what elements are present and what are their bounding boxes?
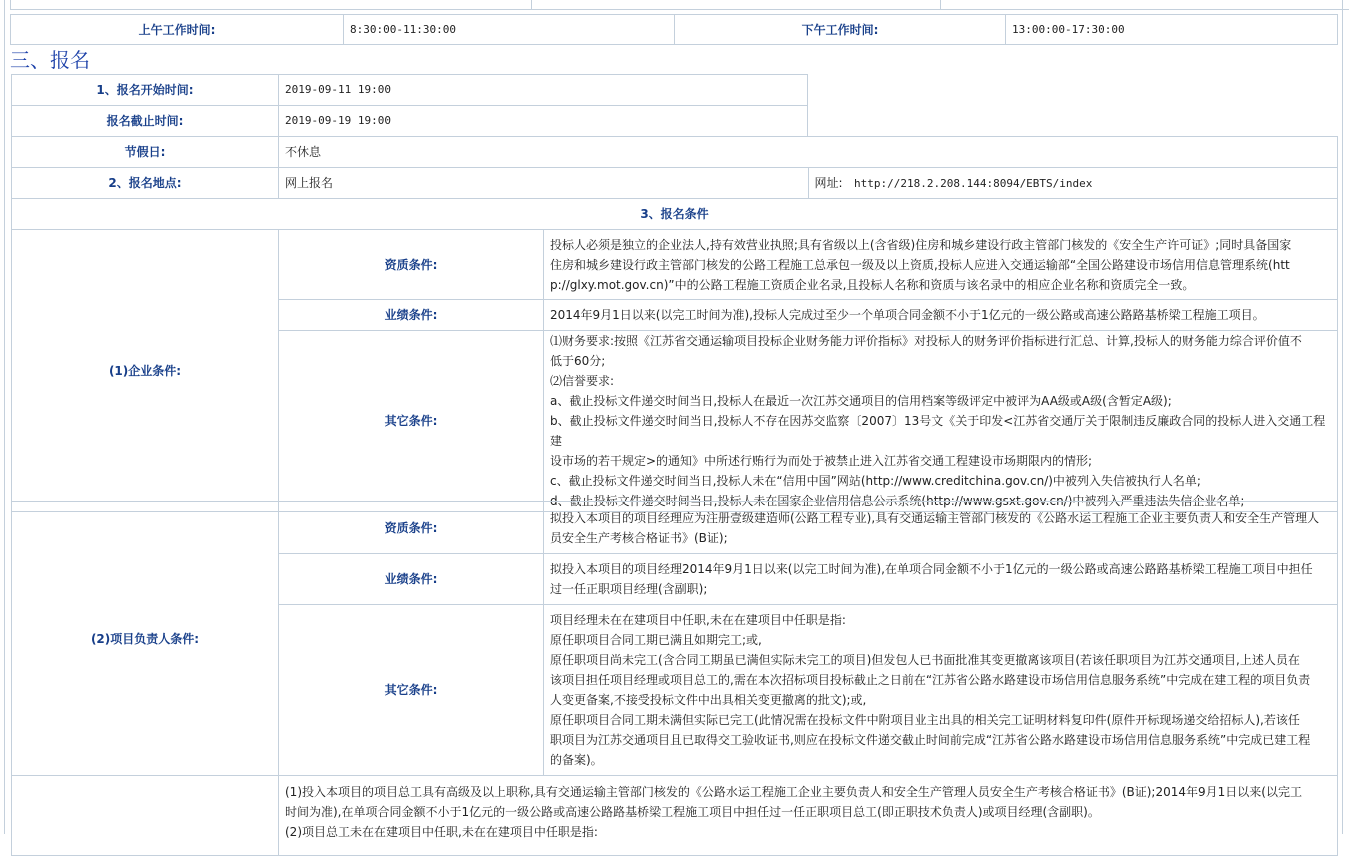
registration-start-value: 2019-09-11 19:00 xyxy=(279,75,808,106)
engineer-conditions-table xyxy=(11,775,1338,856)
manager-performance-text: 拟投入本项目的项目经理2014年9月1日以来(以完工时间为准),在单项合同金额不小于1亿元的一级公路或高速公路路基桥梁工程施工项目中担任 过一任正职项目经理(含副职); xyxy=(544,554,1338,605)
work-time-table xyxy=(10,14,1338,45)
section-title: 三、报名 xyxy=(10,48,90,72)
manager-other-text: 项目经理未在在建项目中任职,未在在建项目中任职是指: 原任职项目合同工期已满且如期完工;或, 原任职项目尚未完工(含合同工期虽已满但实际未完工的项目)但发包人已书面批准其变更撤离该项目(若该任职项目为江苏交通项目,上述人员在 该项目担任项目经理或项目总工的,需在本次招标项目投标截止之日前在“江苏省公路水路建设市场信用信息服务系统”中完成在建工程的项目负责 人变更备案,不接受投标文件中出具相关变更撤离的批文);或, 原任职项目合同工期未满但实际已完工(此情况需在投标文件中附项目业主出具的相关完工证明材料复印件(原件开标现场递交给招标人),若该任 职项目为江苏交通项目且已取得交工验收证书,则应在投标文件递交截止时间前完成“江苏省公路水路建设市场信用信息服务系统”中完成已建工程 的备案)。 xyxy=(544,605,1338,776)
registration-time-table xyxy=(11,74,808,137)
registration-end-value: 2019-09-19 19:00 xyxy=(279,106,808,137)
registration-end-label: 报名截止时间: xyxy=(12,106,279,137)
registration-place-value: 网上报名 xyxy=(279,168,809,199)
enterprise-qualification-label: 资质条件: xyxy=(279,230,544,300)
engineer-conditions-text: (1)投入本项目的项目总工具有高级及以上职称,具有交通运输主管部门核发的《公路水运工程施工企业主要负责人和安全生产管理人员安全生产考核合格证书》(B证);2014年9月1日以来(以完工 时间为准),在单项合同金额不小于1亿元的一级公路或高速公路路基桥梁工程施工项目中担任过一任正职项目总工(即正职技术负责人)或项目经理(含副职)。 (2)项目总工未在在建项目中任职,未在在建项目中任职是指: xyxy=(279,776,1338,856)
enterprise-conditions-label: (1)企业条件: xyxy=(12,230,279,512)
afternoon-time-label: 下午工作时间: xyxy=(675,15,1006,45)
enterprise-other-text: ⑴财务要求:按照《江苏省交通运输项目投标企业财务能力评价指标》对投标人的财务评价指标进行汇总、计算,投标人的财务能力综合评价值不 低于60分; ⑵信誉要求: a、截止投标文件递交时间当日,投标人在最近一次江苏交通项目的信用档案等级评定中被评为AA级或A级(含暂定A级); b、截止投标文件递交时间当日,投标人不存在因苏交监察〔2007〕13号文《关于印发<江苏省交通厅关于限制违反廉政合同的投标人进入交通工程建 设市场的若干规定>的通知》中所述行贿行为而处于被禁止进入江苏省交通工程建设市场期限内的情形; c、截止投标文件递交时间当日,投标人未在“信用中国”网站(http://www.creditchina.gov.cn/)中被列入失信被执行人名单; d、截止投标文件递交时间当日,投标人未在国家企业信用信息公示系统(http://www.gsxt.gov.cn/)中被列入严重违法失信企业名单; xyxy=(544,331,1338,512)
registration-url-link[interactable]: http://218.2.208.144:8094/EBTS/index xyxy=(854,176,1093,190)
manager-performance-label: 业绩条件: xyxy=(279,554,544,605)
morning-time-value: 8:30:00-11:30:00 xyxy=(344,15,675,45)
enterprise-qualification-text: 投标人必须是独立的企业法人,持有效营业执照;具有省级以上(含省级)住房和城乡建设行政主管部门核发的《安全生产许可证》;同时具备国家 住房和城乡建设行政主管部门核发的公路工程施工总承包一级及以上资质,投标人应进入交通运输部“全国公路建设市场信用信息管理系统(htt p://glxy.mot.gov.cn)”中的公路工程施工资质企业名录,且投标人名称和资质与该名录中的相应企业名称和资质完全一致。 xyxy=(544,230,1338,300)
enterprise-performance-text: 2014年9月1日以来(以完工时间为准),投标人完成过至少一个单项合同金额不小于1亿元的一级公路或高速公路路基桥梁工程施工项目。 xyxy=(544,300,1338,331)
url-prefix: 网址: xyxy=(814,175,843,190)
registration-place-label: 2、报名地点: xyxy=(12,168,279,199)
enterprise-conditions-table xyxy=(11,229,1338,512)
top-remnant-row xyxy=(10,0,1349,10)
engineer-conditions-label xyxy=(12,776,279,856)
morning-time-label: 上午工作时间: xyxy=(11,15,344,45)
holiday-label: 节假日: xyxy=(12,137,279,168)
enterprise-other-label: 其它条件: xyxy=(279,331,544,512)
manager-conditions-label: (2)项目负责人条件: xyxy=(12,502,279,776)
manager-qualification-text: 拟投入本项目的项目经理应为注册壹级建造师(公路工程专业),具有交通运输主管部门核发的《公路水运工程施工企业主要负责人和安全生产管理人 员安全生产考核合格证书》(B证); xyxy=(544,502,1338,554)
manager-conditions-table xyxy=(11,501,1338,776)
afternoon-time-value: 13:00:00-17:30:00 xyxy=(1006,15,1338,45)
manager-qualification-label: 资质条件: xyxy=(279,502,544,554)
holiday-value: 不休息 xyxy=(279,137,1338,168)
registration-info-table xyxy=(11,136,1338,230)
enterprise-performance-label: 业绩条件: xyxy=(279,300,544,331)
registration-start-label: 1、报名开始时间: xyxy=(12,75,279,106)
conditions-title: 3、报名条件 xyxy=(12,199,1338,230)
manager-other-label: 其它条件: xyxy=(279,605,544,776)
registration-url-cell xyxy=(808,168,1338,199)
